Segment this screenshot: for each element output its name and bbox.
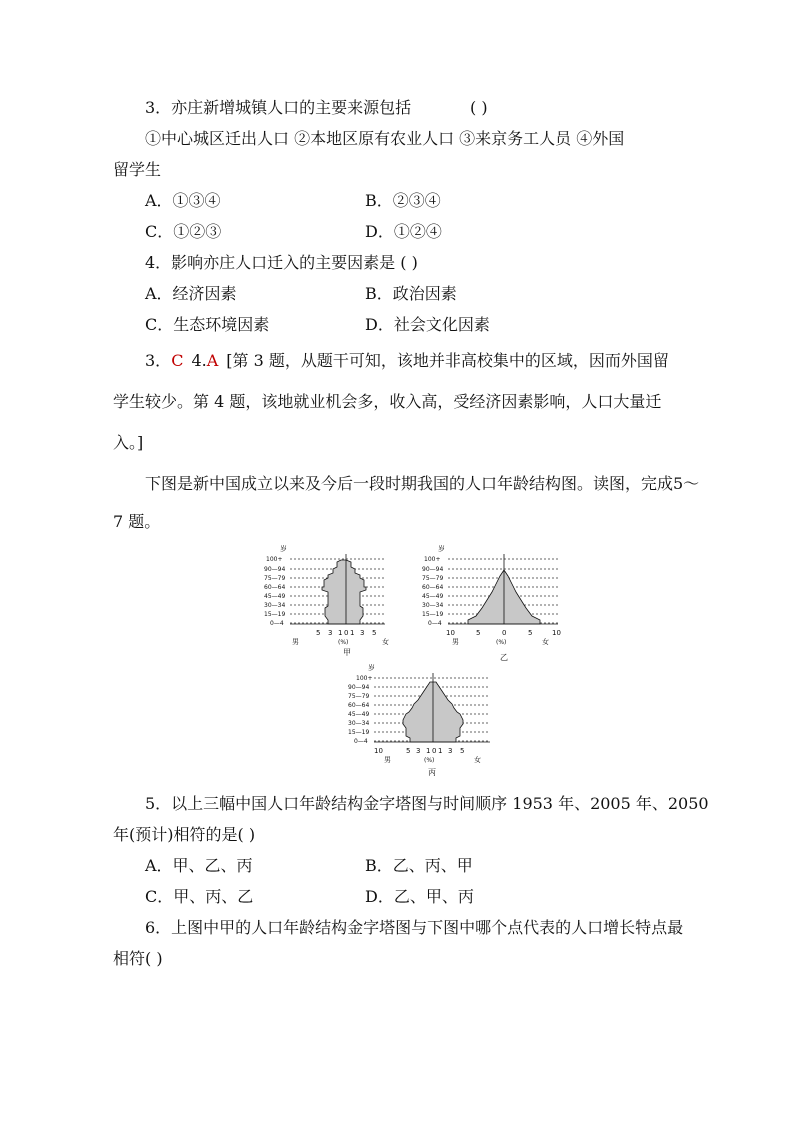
percent-label: (%) — [424, 757, 435, 764]
q5-option-c: C．甲、丙、乙 — [145, 887, 254, 906]
q5-option-b: B．乙、丙、甲 — [365, 856, 473, 875]
tick-label: 0 — [344, 629, 349, 637]
tick-label: 0 — [432, 747, 437, 755]
age-label: 15—19 — [264, 611, 286, 618]
pyramid-yi — [422, 544, 561, 662]
age-label: 60—64 — [348, 702, 370, 709]
age-label: 45—49 — [348, 711, 370, 718]
population-pyramids-figure — [250, 540, 570, 780]
q4-stem: 4．影响亦庄人口迁入的主要因素是 ( ) — [145, 253, 418, 272]
tick-label: 5 — [460, 747, 465, 755]
age-label: 90—94 — [422, 566, 444, 573]
age-label: 0—4 — [354, 738, 368, 745]
panel-name: 乙 — [500, 653, 508, 662]
tick-label: 5 — [406, 747, 411, 755]
tick-label: 5 — [372, 629, 377, 637]
female-label: 女 — [474, 756, 481, 764]
tick-label: 1 — [338, 629, 343, 637]
q4-option-d: D．社会文化因素 — [365, 315, 490, 334]
female-label: 女 — [382, 638, 389, 646]
tick-label: 10 — [552, 629, 561, 637]
age-label: 100+ — [424, 556, 441, 563]
age-unit-label: 岁 — [368, 664, 375, 672]
male-label: 男 — [452, 638, 459, 646]
tick-label: 1 — [426, 747, 431, 755]
age-label: 75—79 — [348, 693, 370, 700]
tick-label: 5 — [528, 629, 533, 637]
age-label: 75—79 — [422, 575, 444, 582]
tick-label: 1 — [350, 629, 355, 637]
age-label: 45—49 — [264, 593, 286, 600]
q3-stem: 3．亦庄新增城镇人口的主要来源包括 — [145, 98, 412, 117]
age-label: 30—34 — [422, 602, 444, 609]
intro-line2: 7 题。 — [113, 512, 161, 531]
age-label: 90—94 — [264, 566, 286, 573]
male-label: 男 — [384, 756, 391, 764]
tick-label: 3 — [328, 629, 333, 637]
age-label: 0—4 — [270, 620, 284, 627]
q5-option-a: A．甲、乙、丙 — [145, 856, 253, 875]
panel-name: 甲 — [343, 648, 351, 657]
q5-option-d: D．乙、甲、丙 — [365, 887, 474, 906]
answer-line1 — [145, 351, 669, 371]
answer-explanation-1: [第 3 题，从题干可知，该地并非高校集中的区域，因而外国留 — [226, 351, 669, 370]
intro-line1: 下图是新中国成立以来及今后一段时期我国的人口年龄结构图。读图，完成5～ — [145, 474, 700, 493]
female-label: 女 — [542, 638, 549, 646]
q3-option-d: D．①②④ — [365, 222, 442, 241]
age-label: 15—19 — [422, 611, 444, 618]
age-label: 100+ — [356, 675, 373, 682]
tick-label: 10 — [446, 629, 455, 637]
tick-label: 1 — [438, 747, 443, 755]
q3-items-line1: ①中心城区迁出人口 ②本地区原有农业人口 ③来京务工人员 ④外国 — [145, 129, 625, 148]
percent-label: (%) — [496, 639, 507, 646]
q4-option-b: B．政治因素 — [365, 284, 457, 303]
male-label: 男 — [292, 638, 299, 646]
tick-label: 0 — [502, 629, 507, 637]
pyramid-jia-shape — [322, 560, 366, 624]
age-label: 30—34 — [348, 720, 370, 727]
pyramid-jia — [264, 544, 389, 657]
tick-label: 3 — [360, 629, 365, 637]
percent-label: (%) — [338, 639, 349, 646]
tick-label: 10 — [374, 747, 383, 755]
age-label: 0—4 — [428, 620, 442, 627]
answer-explanation-3: 入。] — [113, 433, 144, 452]
age-label: 45—49 — [422, 593, 444, 600]
q5-line1: 5．以上三幅中国人口年龄结构金字塔图与时间顺序 1953 年、2005 年、2050 — [145, 794, 709, 813]
age-label: 75—79 — [264, 575, 286, 582]
age-label: 60—64 — [264, 584, 286, 591]
q3-bracket: ( ) — [470, 98, 488, 117]
age-label: 100+ — [266, 556, 283, 563]
age-label: 30—34 — [264, 602, 286, 609]
q4-option-c: C．生态环境因素 — [145, 315, 270, 334]
pyramid-bing — [348, 663, 490, 777]
q6-line2: 相符( ) — [113, 949, 163, 968]
answer-num4: 4. — [191, 351, 207, 370]
q6-line1: 6．上图中甲的人口年龄结构金字塔图与下图中哪个点代表的人口增长特点最 — [145, 918, 684, 937]
q3-items-line2: 留学生 — [113, 160, 162, 179]
answer-3: C — [171, 351, 184, 370]
tick-label: 5 — [316, 629, 321, 637]
answer-4: A — [206, 351, 219, 370]
answer-num3: 3． — [145, 351, 172, 370]
panel-name: 丙 — [428, 768, 436, 777]
q3-option-b: B．②③④ — [365, 191, 441, 210]
answer-explanation-2: 学生较少。第 4 题，该地就业机会多，收入高，受经济因素影响，人口大量迁 — [113, 392, 662, 411]
age-label: 60—64 — [422, 584, 444, 591]
tick-label: 5 — [476, 629, 481, 637]
tick-label: 3 — [448, 747, 453, 755]
q3-option-a: A．①③④ — [145, 191, 221, 210]
tick-label: 3 — [416, 747, 421, 755]
q3-option-c: C．①②③ — [145, 222, 222, 241]
age-unit-label: 岁 — [438, 545, 445, 553]
age-label: 15—19 — [348, 729, 370, 736]
q4-option-a: A．经济因素 — [145, 284, 237, 303]
q5-line2: 年(预计)相符的是( ) — [113, 825, 256, 844]
age-unit-label: 岁 — [280, 545, 287, 553]
age-label: 90—94 — [348, 684, 370, 691]
